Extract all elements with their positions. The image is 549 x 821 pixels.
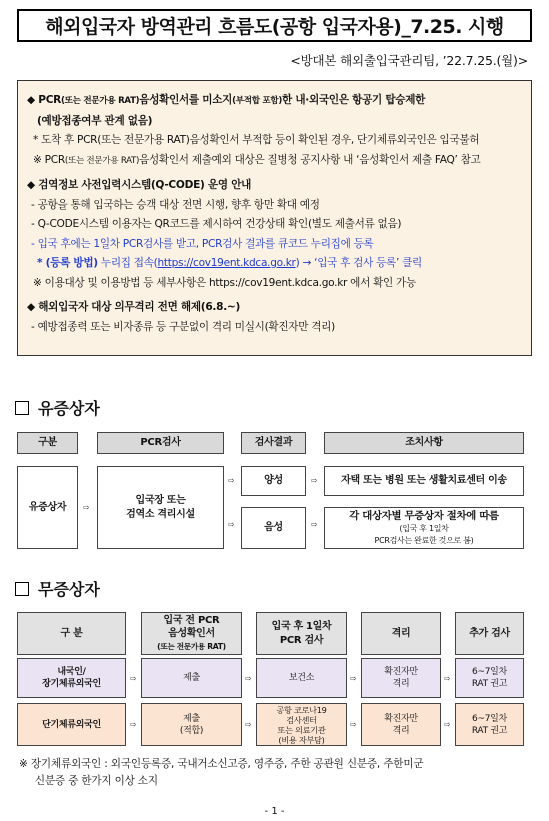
arrow-right-icon: ⇨ [444, 720, 451, 729]
arrow-right-icon: ⇨ [83, 503, 90, 512]
document-subtitle: <방대본 해외출입국관리팀, ’22.7.25.(월)> [290, 53, 528, 68]
asym-row1-extra: 6~7일차 RAT 권고 [455, 658, 524, 698]
section-symptomatic [15, 396, 100, 419]
asym-header-test: 입국 후 1일차 PCR 검사 [256, 612, 347, 655]
pcr-note-2: ※ PCR(또는 전문가용 RAT)음성확인서 제출예외 대상은 질병청 공지사항 내 ‘음성확인서 제출 FAQ’ 참고 [33, 153, 481, 166]
asym-row1-isolation: 확진자만 격리 [361, 658, 441, 698]
arrow-right-icon: ⇨ [130, 674, 137, 683]
qcode-item-4: * (등록 방법) 누리집 접속(https://cov19ent.kdca.go.kr) → ‘입국 후 검사 등록’ 클릭 [37, 257, 422, 269]
sym-header-category: 구분 [17, 432, 78, 454]
asym-row2-pcr: 제출 (적합) [141, 703, 242, 746]
footnote-line-1: ※ 장기체류외국인 : 외국인등록증, 국내거소신고증, 영주증, 주한 공관원 신분증, 주한미군 [19, 758, 424, 770]
qcode-item-2: - Q-CODE시스템 이용자는 QR코드를 제시하여 건강상태 확인(별도 제출서류 없음) [31, 218, 402, 230]
asym-row1-category: 내국인/ 장기체류외국인 [17, 658, 126, 698]
arrow-right-icon: ⇨ [130, 720, 137, 729]
document-title: 해외입국자 방역관리 흐름도(공항 입국자용)_7.25. 시행 [17, 9, 532, 42]
section-symptomatic-title: 유증상자 [38, 399, 100, 418]
arrow-right-icon: ⇨ [350, 720, 357, 729]
sym-negative-action: 각 대상자별 무증상자 절차에 따름 (입국 후 1일차 PCR검사는 완료한 것으로 봄) [324, 507, 524, 549]
sym-header-pcr: PCR검사 [97, 432, 224, 454]
sym-negative: 음성 [241, 507, 306, 549]
pcr-requirement-sub: (예방접종여부 관계 없음) [37, 114, 153, 127]
asym-row2-category: 단기체류외국인 [17, 703, 126, 746]
isolation-heading: ◆ 해외입국자 대상 의무격리 전면 해제(6.8.~) [27, 301, 241, 313]
asym-row2-isolation: 확진자만 격리 [361, 703, 441, 746]
sym-positive: 양성 [241, 466, 306, 496]
sym-positive-action: 자택 또는 병원 또는 생활치료센터 이송 [324, 466, 524, 496]
asym-header-extra: 추가 검사 [455, 612, 524, 655]
info-box [17, 80, 532, 356]
arrow-right-icon: ⇨ [350, 674, 357, 683]
asym-row1-test: 보건소 [256, 658, 347, 698]
isolation-item-1: - 예방접종력 또는 비자종류 등 구분없이 격리 미실시(확진자만 격리) [31, 320, 335, 333]
arrow-right-icon: ⇨ [228, 520, 235, 529]
pcr-note-1: * 도착 후 PCR(또는 전문가용 RAT)음성확인서 부적합 등이 확인된 경우, 단기체류외국인은 입국불허 [33, 134, 480, 146]
asym-row2-test: 공항 코로나19 검사센터 또는 의료기관 (비용 자부담) [256, 703, 347, 746]
asym-header-isolation: 격리 [361, 612, 441, 655]
sym-header-result: 검사결과 [241, 432, 306, 454]
section-asymptomatic [15, 577, 100, 600]
arrow-right-icon: ⇨ [444, 674, 451, 683]
arrow-right-icon: ⇨ [311, 520, 318, 529]
qcode-item-5: ※ 이용대상 및 이용방법 등 세부사항은 https://cov19ent.kdca.go.kr 에서 확인 가능 [33, 276, 416, 289]
sym-category: 유증상자 [17, 466, 78, 549]
sym-pcr-place: 입국장 또는 검역소 격리시설 [97, 466, 224, 549]
arrow-right-icon: ⇨ [228, 476, 235, 485]
footnote [19, 756, 423, 790]
arrow-right-icon: ⇨ [245, 674, 252, 683]
footnote-line-2: 신분증 중 한가지 이상 소지 [19, 775, 158, 787]
section-asymptomatic-title: 무증상자 [38, 580, 100, 599]
qcode-item-3: - 입국 후에는 1일차 PCR검사를 받고, PCR검사 결과를 큐코드 누리집에 등록 [31, 237, 374, 250]
qcode-heading: ◆ 검역정보 사전입력시스템(Q-CODE) 운영 안내 [27, 179, 252, 191]
square-bullet-icon [15, 582, 29, 596]
asym-row1-pcr: 제출 [141, 658, 242, 698]
asym-header-category: 구 분 [17, 612, 126, 655]
qcode-link[interactable]: https://cov19ent.kdca.go.kr [157, 257, 296, 269]
pcr-requirement: ◆ PCR(또는 전문가용 RAT)음성확인서를 미소지(부적합 포함)한 내·외국인은 항공기 탑승제한 [27, 94, 426, 106]
sym-header-action: 조치사항 [324, 432, 524, 454]
asym-row2-extra: 6~7일차 RAT 권고 [455, 703, 524, 746]
arrow-right-icon: ⇨ [245, 720, 252, 729]
qcode-item-1: - 공항을 통해 입국하는 승객 대상 전면 시행, 향후 항만 확대 예정 [31, 198, 320, 211]
square-bullet-icon [15, 401, 29, 415]
page-number: - 1 - [264, 806, 285, 817]
arrow-right-icon: ⇨ [311, 476, 318, 485]
asym-header-pcr: 입국 전 PCR 음성확인서 (또는 전문가용 RAT) [141, 612, 242, 655]
